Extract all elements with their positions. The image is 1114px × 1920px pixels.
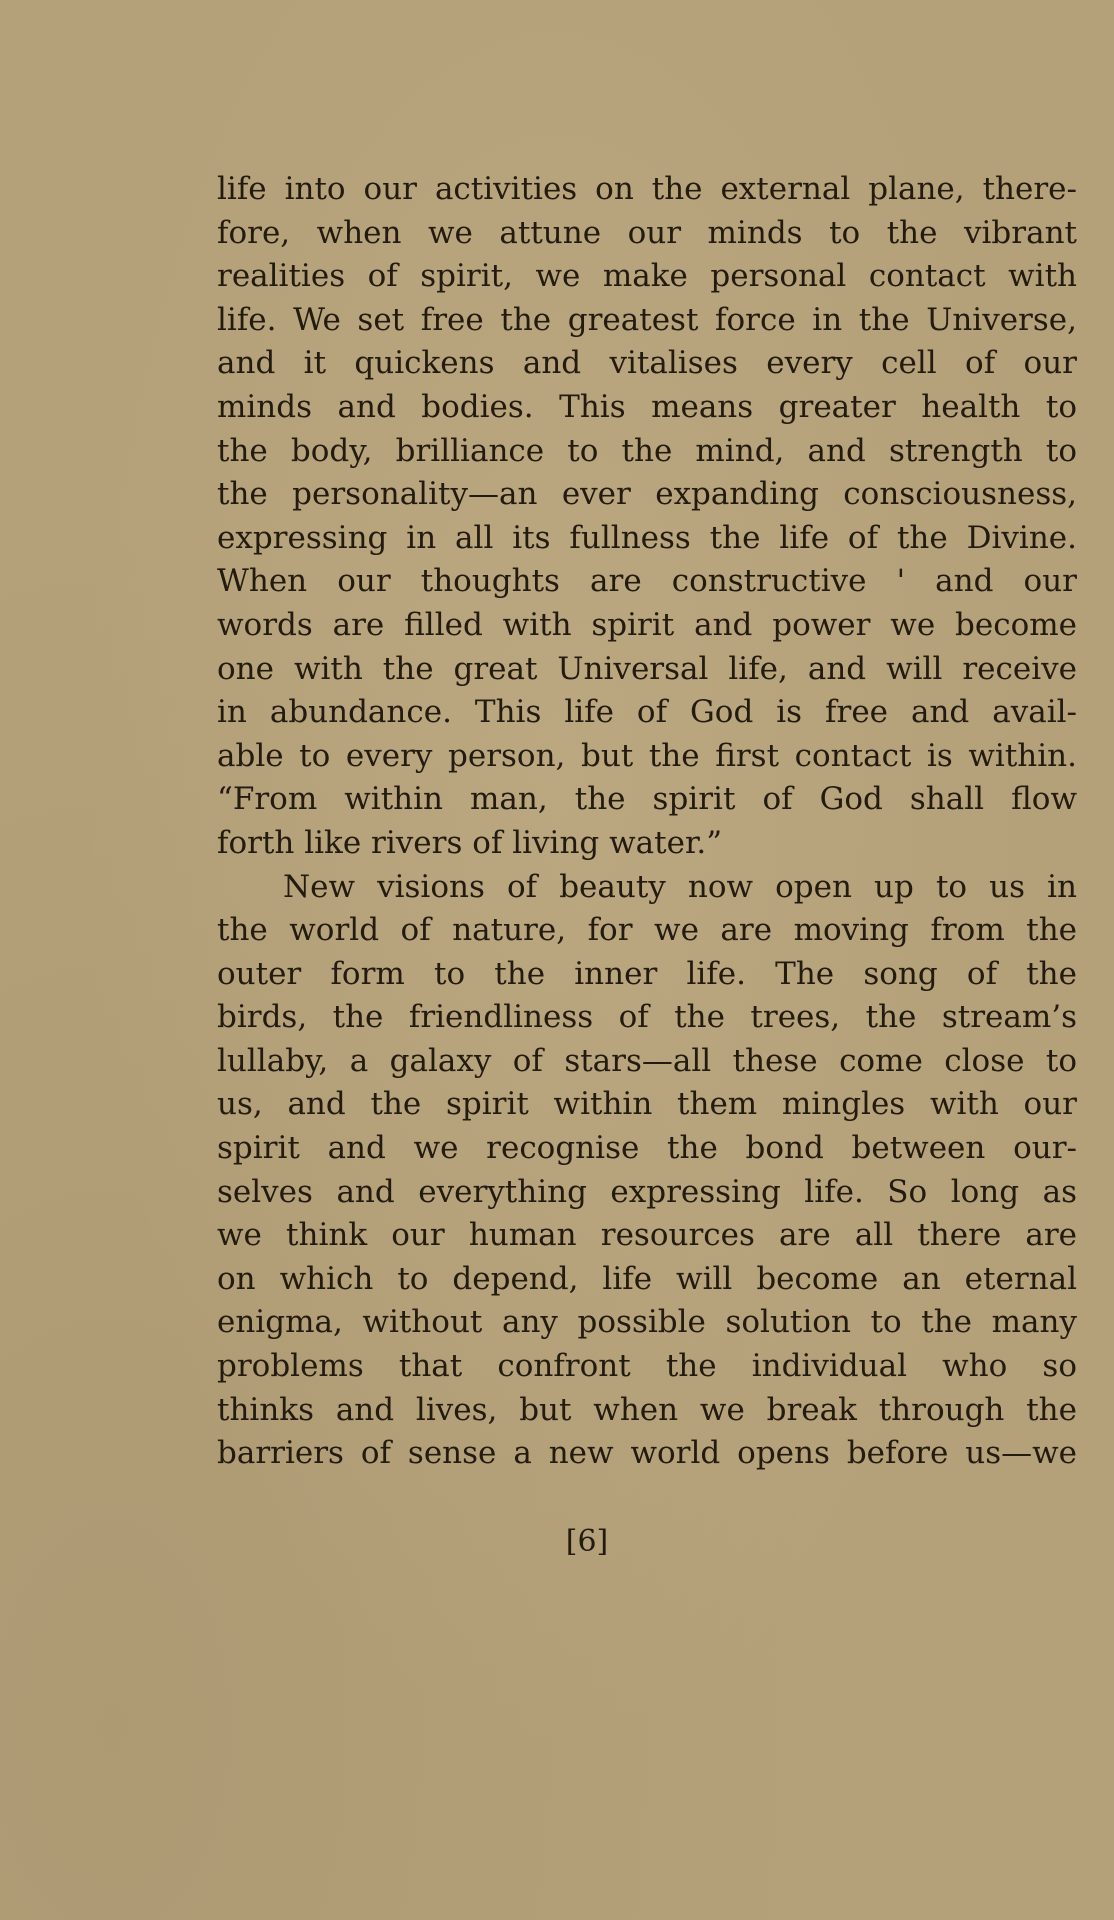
text-line: the world of nature, for we are moving from the	[217, 912, 1077, 949]
text-line: problems that confront the individual who so	[217, 1348, 1077, 1385]
text-line: the body, brilliance to the mind, and strength to	[217, 432, 1077, 469]
text-line: forth like rivers of living water.”	[217, 824, 723, 861]
text-line: minds and bodies. This means greater health to	[217, 388, 1077, 425]
text-line: able to every person, but the first contact is within.	[217, 737, 1077, 774]
text-line: expressing in all its fullness the life of the Divine.	[217, 519, 1077, 556]
text-line: When our thoughts are constructive ' and our	[217, 563, 1077, 600]
text-line: on which to depend, life will become an eternal	[217, 1260, 1077, 1297]
text-line: one with the great Universal life, and will receive	[217, 650, 1077, 687]
text-line: outer form to the inner life. The song of the	[217, 955, 1077, 992]
text-line: we think our human resources are all there are	[217, 1217, 1077, 1254]
paragraph-1	[217, 168, 1077, 866]
text-line: the personality—an ever expanding consciousness,	[217, 476, 1077, 513]
text-line: lullaby, a galaxy of stars—all these come close to	[217, 1042, 1077, 1079]
text-line: birds, the friendliness of the trees, the stream’s	[217, 999, 1077, 1036]
text-line: fore, when we attune our minds to the vibrant	[217, 214, 1077, 251]
text-line: life. We set free the greatest force in the Universe,	[217, 301, 1077, 338]
text-line: selves and everything expressing life. So long as	[217, 1173, 1077, 1210]
text-line: thinks and lives, but when we break through the	[217, 1391, 1077, 1428]
text-line: realities of spirit, we make personal contact with	[217, 258, 1077, 295]
body-text	[217, 168, 1077, 1476]
text-line: life into our activities on the external plane, there-	[217, 171, 1077, 207]
text-line: New visions of beauty now open up to us in	[283, 868, 1077, 905]
page-number: [6]	[565, 1524, 609, 1559]
paragraph-2	[217, 866, 1077, 1476]
text-line: in abundance. This life of God is free and avail-	[217, 694, 1077, 731]
text-line: us, and the spirit within them mingles with our	[217, 1086, 1077, 1123]
text-line: enigma, without any possible solution to the many	[217, 1304, 1077, 1341]
text-line: and it quickens and vitalises every cell of our	[217, 345, 1077, 382]
text-line: spirit and we recognise the bond between our-	[217, 1130, 1077, 1167]
text-line: “From within man, the spirit of God shall flow	[217, 781, 1077, 818]
text-line: words are filled with spirit and power we become	[217, 606, 1077, 643]
text-line: barriers of sense a new world opens before us—we	[217, 1435, 1077, 1472]
